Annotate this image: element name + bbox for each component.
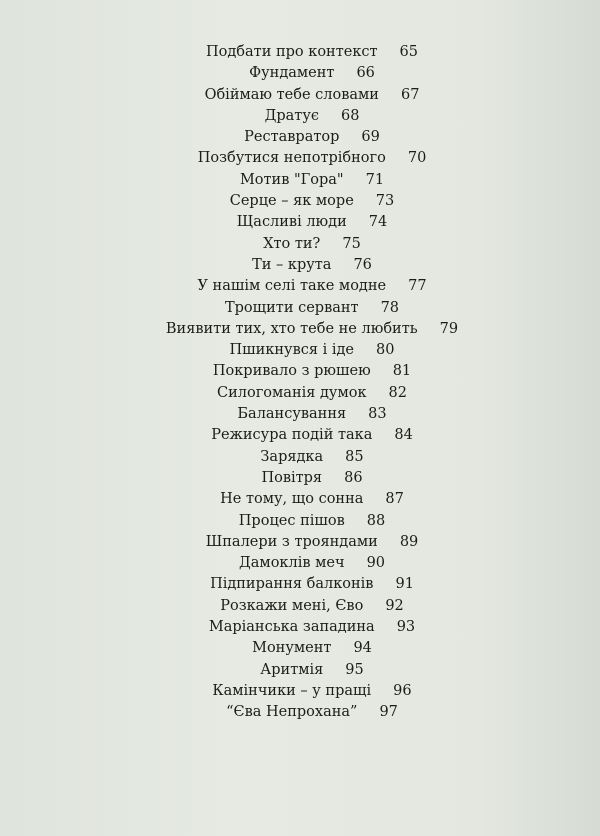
toc-entry-title: Ти – крута (252, 256, 332, 273)
toc-entry-title: Фундамент (249, 65, 335, 82)
toc-entry (0, 170, 600, 191)
toc-entry-page-number: 80 (376, 342, 395, 359)
toc-entry (0, 85, 600, 106)
toc-entry-title: Балансування (237, 406, 347, 423)
toc-entry (0, 212, 600, 233)
toc-entry-title: Шпалери з трояндами (205, 533, 378, 550)
toc-entry-page-number: 78 (380, 299, 400, 316)
toc-entry (0, 276, 600, 297)
toc-entry (0, 425, 600, 446)
toc-entry-page-number: 90 (366, 555, 386, 572)
toc-entry-page-number: 77 (408, 278, 427, 295)
toc-entry (0, 489, 600, 510)
toc-entry-page-number: 74 (368, 214, 388, 231)
toc-entry-page-number: 67 (400, 86, 420, 103)
toc-entry-title: Силогоманія думок (217, 384, 367, 401)
toc-entry (0, 532, 600, 553)
toc-entry-title: Камінчики – у пращі (212, 682, 372, 699)
toc-entry (0, 702, 600, 723)
toc-entry-page-number: 97 (379, 704, 398, 721)
toc-entry (0, 255, 600, 276)
toc-entry-page-number: 94 (353, 640, 372, 657)
toc-entry (0, 553, 600, 574)
toc-entry (0, 596, 600, 617)
toc-entry-page-number: 69 (361, 129, 380, 146)
toc-entry (0, 574, 600, 595)
toc-entry-page-number: 71 (365, 171, 385, 188)
toc-entry-title: Обіймаю тебе словами (204, 86, 379, 103)
toc-entry-page-number: 85 (345, 448, 364, 465)
toc-entry-title: Аритмія (260, 661, 324, 678)
toc-entry (0, 298, 600, 319)
toc-entry-title: Покривало з рюшею (212, 363, 371, 380)
toc-entry (0, 319, 600, 340)
toc-entry-title: Не тому, що сонна (220, 491, 364, 508)
toc-entry-page-number: 70 (407, 150, 427, 167)
toc-entry (0, 404, 600, 425)
toc-entry (0, 148, 600, 169)
toc-entry-title: Дамоклів меч (238, 555, 345, 572)
toc-entry-page-number: 89 (399, 533, 419, 550)
toc-entry-title: “Єва Непрохана” (226, 704, 358, 721)
toc-entry (0, 660, 600, 681)
toc-entry-page-number: 73 (375, 193, 395, 210)
toc-entry-page-number: 79 (439, 320, 459, 337)
toc-entry-title: Подбати про контекст (206, 44, 378, 60)
toc-entry (0, 447, 600, 468)
toc-entry-title: Мотив "Гора" (239, 171, 344, 188)
toc-entry-page-number: 66 (356, 65, 375, 82)
toc-entry-page-number: 83 (368, 406, 387, 423)
toc-entry-title: Процес пішов (238, 512, 345, 529)
toc-entry-title: Трощити сервант (224, 299, 359, 316)
table-of-contents (0, 42, 600, 724)
toc-entry (0, 234, 600, 255)
toc-entry-page-number: 65 (399, 44, 418, 60)
toc-entry (0, 638, 600, 659)
toc-entry-page-number: 75 (342, 235, 361, 252)
toc-entry-page-number: 91 (395, 576, 414, 593)
toc-entry-title: Серце – як море (229, 193, 354, 210)
toc-entry-title: Розкажи мені, Єво (220, 597, 364, 614)
toc-entry-title: Пшикнувся і іде (229, 342, 355, 359)
toc-entry-page-number: 92 (385, 597, 404, 614)
toc-entry-title: Позбутися непотрібного (197, 150, 386, 167)
toc-entry-title: Монумент (252, 640, 332, 657)
toc-entry-page-number: 87 (385, 491, 404, 508)
toc-entry (0, 511, 600, 532)
toc-entry-page-number: 86 (344, 469, 363, 486)
toc-entry (0, 340, 600, 361)
toc-entry-page-number: 84 (394, 427, 413, 444)
toc-entry (0, 63, 600, 84)
toc-entry (0, 42, 600, 63)
toc-entry-page-number: 96 (393, 682, 412, 699)
toc-entry (0, 468, 600, 489)
toc-entry (0, 383, 600, 404)
toc-entry-page-number: 76 (353, 256, 372, 273)
toc-entry-title: Виявити тих, хто тебе не любить (165, 320, 418, 337)
toc-entry-title: Реставратор (244, 129, 340, 146)
toc-entry (0, 191, 600, 212)
toc-entry-page-number: 82 (388, 384, 407, 401)
toc-entry-page-number: 88 (366, 512, 386, 529)
toc-entry-page-number: 68 (340, 107, 360, 124)
toc-entry-title: Дратує (264, 107, 319, 124)
toc-entry (0, 361, 600, 382)
toc-entry-title: Повітря (261, 469, 323, 486)
toc-entry-title: Маріанська западина (208, 619, 375, 636)
toc-entry-title: Підпирання балконів (210, 576, 374, 593)
toc-entry-title: Хто ти? (263, 235, 321, 252)
toc-entry-page-number: 81 (392, 363, 412, 380)
toc-entry-title: Зарядка (260, 448, 324, 465)
toc-entry-page-number: 93 (396, 619, 416, 636)
toc-entry (0, 127, 600, 148)
toc-entry-title: Щасливі люди (236, 214, 347, 231)
toc-entry-page-number: 95 (345, 661, 364, 678)
toc-entry-title: Режисура подій така (211, 427, 373, 444)
toc-entry (0, 106, 600, 127)
toc-entry (0, 681, 600, 702)
toc-entry-title: У нашім селі таке модне (197, 278, 387, 295)
toc-entry (0, 617, 600, 638)
